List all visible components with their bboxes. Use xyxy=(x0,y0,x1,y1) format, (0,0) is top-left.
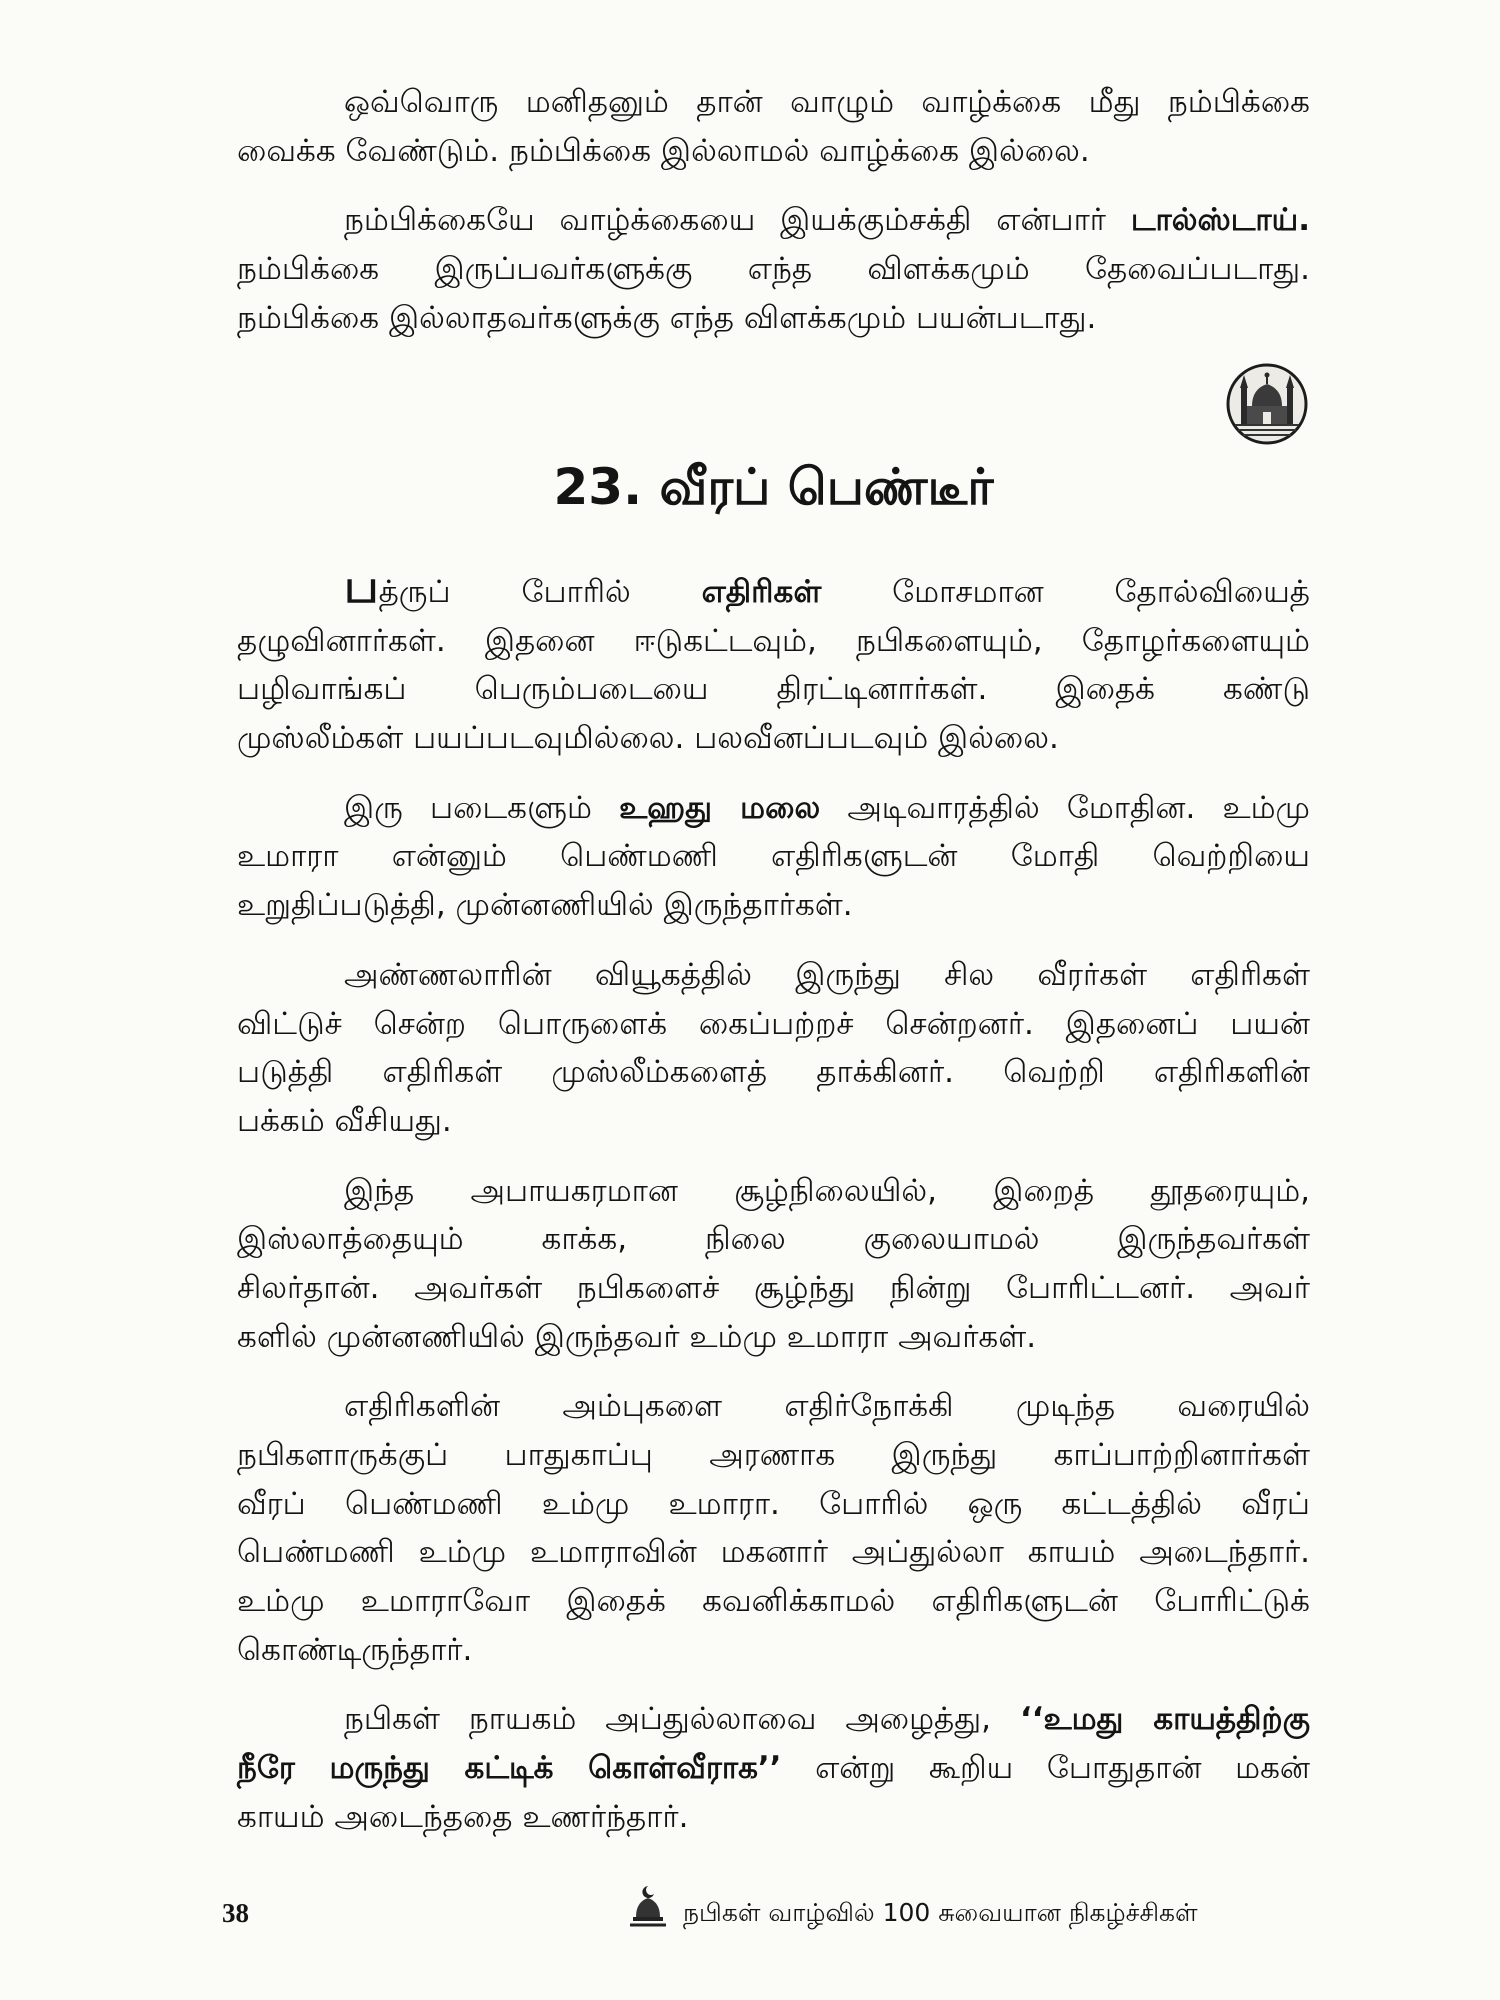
text-line xyxy=(237,784,1310,833)
text-run: வீரப் பெண்மணி உம்மு உமாரா. போரில் ஒரு கட்டத்தில் வீரப் xyxy=(237,1485,1311,1522)
text-run: இந்த அபாயகரமான சூழ்நிலையில், இறைத் தூதரையும், xyxy=(344,1172,1310,1209)
paragraph xyxy=(237,1167,1310,1362)
text-line xyxy=(237,714,1310,763)
text-run: உமாரா என்னும் பெண்மணி எதிரிகளுடன் மோதி வெற்றியை xyxy=(237,838,1310,875)
paragraph xyxy=(237,196,1310,342)
text-line xyxy=(237,78,1310,127)
text-line xyxy=(237,1048,1310,1097)
text-run: உம்மு உமாராவோ இதைக் கவனிக்காமல் எதிரிகளுடன் போரிட்டுக் xyxy=(237,1583,1310,1620)
text-line xyxy=(237,1431,1310,1480)
chapter-body xyxy=(237,559,1311,1863)
text-line xyxy=(237,832,1310,881)
chapter-title: 23. வீரப் பெண்டீர் xyxy=(553,458,994,516)
text-line xyxy=(237,1097,1310,1146)
mosque-emblem-icon xyxy=(1225,362,1309,446)
text-run: தழுவினார்கள். இதனை ஈடுகட்டவும், நபிகளையும், தோழர்களையும் xyxy=(237,622,1310,659)
text-run: விட்டுச் சென்ற பொருளைக் கைப்பற்றச் சென்றனர். இதனைப் பயன் xyxy=(237,1005,1310,1042)
text-run: நபிகளாருக்குப் பாதுகாப்பு அரணாக இருந்து காப்பாற்றினார்கள் xyxy=(237,1437,1310,1473)
drop-cap: ப xyxy=(344,559,379,613)
paragraph xyxy=(237,784,1310,930)
text-line xyxy=(237,1480,1310,1529)
text-line xyxy=(237,1744,1310,1793)
text-run: இரு படைகளும் xyxy=(344,789,620,826)
text-run: ஒவ்வொரு மனிதனும் தான் வாழும் வாழ்க்கை மீது நம்பிக்கை xyxy=(344,84,1310,120)
text-run: சிலர்தான். அவர்கள் நபிகளைச் சூழ்ந்து நின்று போரிட்டனர். அவர் xyxy=(237,1269,1310,1306)
text-line xyxy=(237,245,1310,294)
text-line xyxy=(237,1626,1310,1675)
text-line xyxy=(237,1793,1310,1842)
text-run: மோசமான தோல்வியைத் xyxy=(821,574,1310,610)
text-run: இஸ்லாத்தையும் காக்க, நிலை குலையாமல் இருந்தவர்கள் xyxy=(237,1221,1310,1258)
text-run: முஸ்லீம்கள் பயப்படவுமில்லை. பலவீனப்படவும் இல்லை. xyxy=(237,720,1059,757)
text-line xyxy=(237,196,1310,245)
text-run: நம்பிக்கையே வாழ்க்கையை இயக்கும்சக்தி என்பார் xyxy=(344,202,1131,239)
text-run: நபிகள் நாயகம் அப்துல்லாவை அழைத்து, xyxy=(344,1701,1020,1738)
text-run: நம்பிக்கை இல்லாதவர்களுக்கு எந்த விளக்கமும் பயன்படாது. xyxy=(237,299,1097,336)
text-line xyxy=(237,617,1310,666)
text-run: என்று கூறிய போதுதான் மகன் xyxy=(781,1750,1310,1787)
text-line xyxy=(237,881,1310,930)
paragraph xyxy=(237,1695,1310,1841)
text-line xyxy=(237,294,1310,343)
text-run: உறுதிப்படுத்தி, முன்னணியில் இருந்தார்கள். xyxy=(237,887,853,924)
page-number: 38 xyxy=(222,1898,249,1928)
text-line xyxy=(237,1577,1310,1626)
text-run: நம்பிக்கை இருப்பவர்களுக்கு எந்த விளக்கமும் தேவைப்படாது. xyxy=(237,251,1310,288)
text-line xyxy=(237,1528,1310,1577)
text-line xyxy=(237,1167,1310,1216)
paragraph xyxy=(237,559,1310,763)
text-run: வைக்க வேண்டும். நம்பிக்கை இல்லாமல் வாழ்க்கை இல்லை. xyxy=(237,132,1090,169)
text-line xyxy=(237,665,1310,714)
text-line xyxy=(237,1215,1310,1264)
text-line xyxy=(237,1264,1310,1313)
text-line xyxy=(237,1382,1310,1431)
text-run: பக்கம் வீசியது. xyxy=(237,1102,452,1139)
paragraph xyxy=(237,78,1310,175)
text-line xyxy=(237,1695,1310,1744)
text-run: காயம் அடைந்ததை உணர்ந்தார். xyxy=(237,1798,689,1835)
paragraph xyxy=(237,1382,1310,1674)
text-run: கொண்டிருந்தார். xyxy=(237,1631,473,1668)
text-line xyxy=(237,127,1310,176)
text-run: எதிரிகளின் அம்புகளை எதிர்நோக்கி முடிந்த வரையில் xyxy=(344,1388,1310,1425)
text-run: அடிவாரத்தில் மோதின. உம்மு xyxy=(820,789,1310,826)
bold-text: நீரே மருந்து கட்டிக் கொள்வீராக’’ xyxy=(237,1750,782,1787)
bold-text: டால்ஸ்டாய். xyxy=(1130,202,1310,239)
text-run: அண்ணலாரின் வியூகத்தில் இருந்து சில வீரர்கள் எதிரிகள் xyxy=(344,956,1310,993)
text-run: படுத்தி எதிரிகள் முஸ்லீம்களைத் தாக்கினர். வெற்றி எதிரிகளின் xyxy=(237,1054,1310,1091)
bold-text: எதிரிகள் xyxy=(701,574,822,610)
text-run: த்ருப் போரில் xyxy=(378,574,702,610)
book-title: நபிகள் வாழ்வில் 100 சுவையான நிகழ்ச்சிகள் xyxy=(683,1898,1198,1927)
bold-text: ‘‘உமது காயத்திற்கு xyxy=(1019,1701,1310,1738)
text-line xyxy=(237,951,1310,1000)
bold-text: உஹது மலை xyxy=(619,789,821,826)
text-run: பழிவாங்கப் பெரும்படையை திரட்டினார்கள். இதைக் கண்டு xyxy=(237,671,1310,708)
paragraph xyxy=(237,951,1310,1146)
text-run: பெண்மணி உம்மு உமாராவின் மகனார் அப்துல்லா காயம் அடைந்தார். xyxy=(237,1534,1310,1571)
text-line xyxy=(237,1313,1310,1362)
intro-text-block xyxy=(237,78,1310,363)
text-line xyxy=(237,559,1310,617)
text-line xyxy=(237,1000,1310,1049)
text-run: களில் முன்னணியில் இருந்தவர் உம்மு உமாரா அவர்கள். xyxy=(237,1318,1037,1355)
mosque-logo-icon xyxy=(628,1884,668,1928)
